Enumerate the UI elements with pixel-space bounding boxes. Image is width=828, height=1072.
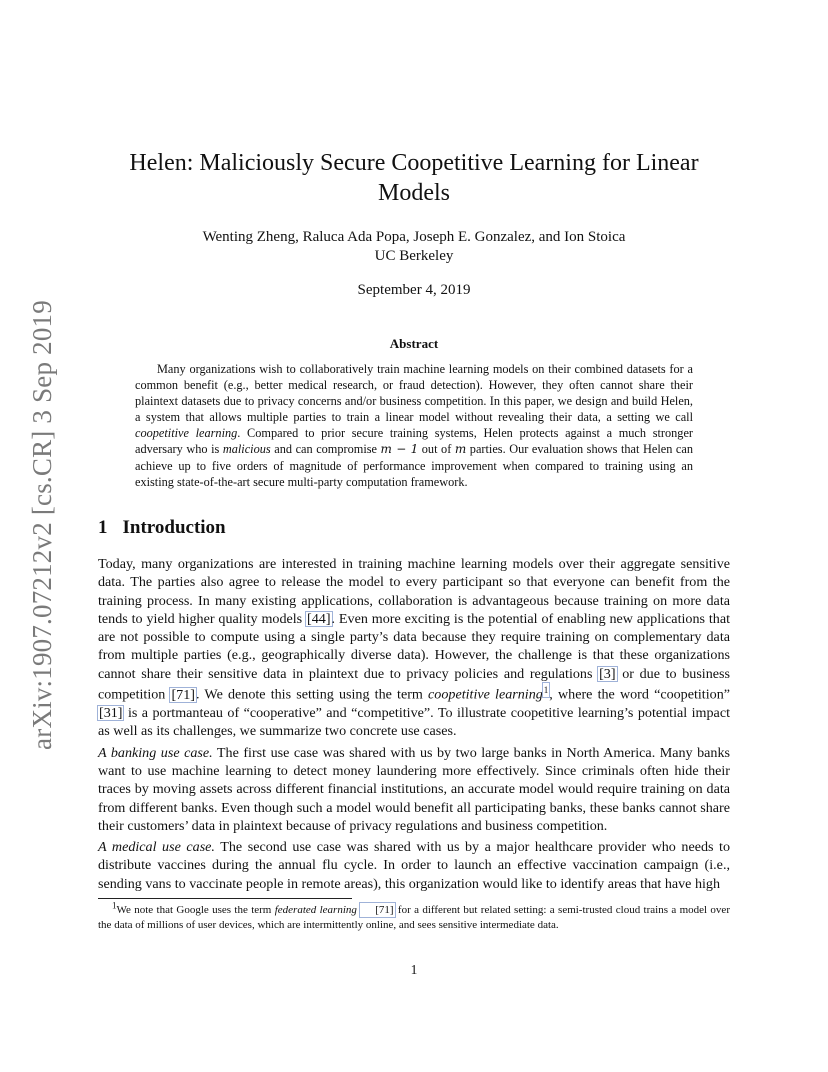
title-line-1: Helen: Maliciously Secure Coopetitive Learning for Linear bbox=[129, 150, 699, 176]
footnote bbox=[98, 900, 730, 933]
footnote-marker-link[interactable]: 1 bbox=[543, 685, 549, 696]
paper-title bbox=[96, 148, 732, 208]
abstract-emphasis: malicious bbox=[222, 442, 271, 457]
footnote-mark: 1 bbox=[112, 900, 117, 911]
page-number: 1 bbox=[410, 962, 418, 977]
text-span: Today, many organizations are interested in training machine learning models over their aggregate sensitive data. The parties also agree to release the model to every participant so that everyone can benefit from the training process. In many existing applications, collaboration is advantageous because training on more data tends to yield higher quality models bbox=[98, 556, 730, 627]
section-number: 1 bbox=[98, 517, 108, 538]
abstract-span: and can compromise bbox=[270, 442, 381, 457]
abstract-span: . Compared to prior secure training systems, Helen protects against a much stronger adversary who is bbox=[135, 426, 693, 457]
text-span: The first use case was shared with us by two large banks in North America. Many banks want to use machine learning to detect money laundering more effectively. Since criminals often hide their traces by moving assets across different financial institutions, an accurate model would require training on data from different banks. Even though such a model would benefit all participating banks, these banks cannot share their customers’ data in plaintext because of privacy regulations and business competition. bbox=[98, 744, 731, 834]
title-line-2: Models bbox=[378, 180, 450, 206]
author-block bbox=[96, 228, 732, 266]
publication-date: September 4, 2019 bbox=[357, 282, 471, 298]
section-title: Introduction bbox=[122, 517, 226, 538]
text-span: for a different but related setting: a semi-trusted cloud trains a model over the data of millions of user devices, which are intermittently online, and sees sensitive intermediate data. bbox=[98, 904, 730, 931]
abstract-emphasis: coopetitive learning bbox=[135, 426, 238, 441]
text-span: , where the word “coopetition” bbox=[549, 686, 730, 703]
author-list: Wenting Zheng, Raluca Ada Popa, Joseph E. Gonzalez, and Ion Stoica bbox=[202, 229, 626, 245]
arxiv-side-label bbox=[22, 294, 62, 756]
text-span: . Even more exciting is the potential of enabling new applications that are not possible to compute using a single party’s data because they require training on complementary data from multiple parties (e.g., geographically diverse data). However, the challenge is that these organizations cannot share their sensitive data in plaintext due to privacy policies and regulations bbox=[98, 610, 730, 682]
paragraph-lead: A banking use case. bbox=[98, 744, 213, 761]
intro-paragraph-1 bbox=[98, 555, 730, 741]
math-expression: m − 1 bbox=[380, 442, 419, 457]
abstract-span: out of bbox=[418, 442, 455, 457]
intro-body bbox=[98, 555, 730, 896]
section-heading bbox=[98, 516, 226, 540]
paragraph-lead: A medical use case. bbox=[98, 839, 215, 856]
citation-link[interactable]: [71] bbox=[360, 903, 394, 917]
emphasis-term: coopetitive learning bbox=[428, 686, 543, 703]
citation-link[interactable]: [3] bbox=[599, 665, 616, 682]
abstract-span: Many organizations wish to collaboratively train machine learning models on their combined datasets for a common benefit (e.g., better medical research, or fraud detection). However, they often cannot share their plaintext datasets due to privacy concerns and/or business competition. In this paper, we design and build Helen, a system that allows multiple parties to train a linear model without revealing their data, a setting we call bbox=[135, 362, 693, 425]
emphasis-term: federated learning bbox=[274, 904, 357, 916]
affiliation: UC Berkeley bbox=[374, 248, 454, 264]
text-span: We note that Google uses the term bbox=[116, 904, 275, 916]
text-span: is a portmanteau of “cooperative” and “competitive”. To illustrate coopetitive learning’s potential impact as well as its challenges, we summarize two concrete use cases. bbox=[98, 705, 730, 740]
text-span: . We denote this setting using the term bbox=[195, 686, 429, 703]
citation-link[interactable]: [44] bbox=[307, 610, 331, 627]
citation-link[interactable]: [71] bbox=[171, 686, 195, 703]
abstract-span: parties. Our evaluation shows that Helen can achieve up to five orders of magnitude of performance improvement when compared to training using an existing state-of-the-art secure multi-party computation framework. bbox=[135, 442, 693, 489]
abstract-text bbox=[135, 361, 693, 490]
citation-link[interactable]: [31] bbox=[99, 705, 123, 722]
footnote-divider bbox=[98, 898, 352, 899]
text-span: or due to business competition bbox=[98, 665, 730, 703]
text-span: The second use case was shared with us by a major healthcare provider who needs to distribute vaccines during the annual flu cycle. In order to launch an effective vaccination campaign (i.e., sending vans to vaccinate people in remote areas), this organization would like to identify areas that have high bbox=[98, 839, 730, 892]
abstract-heading: Abstract bbox=[389, 336, 439, 351]
intro-paragraph-3 bbox=[98, 838, 730, 893]
intro-paragraph-2 bbox=[98, 744, 730, 835]
math-expression: m bbox=[454, 442, 467, 457]
arxiv-identifier: arXiv:1907.07212v2 [cs.CR] 3 Sep 2019 bbox=[27, 300, 57, 750]
